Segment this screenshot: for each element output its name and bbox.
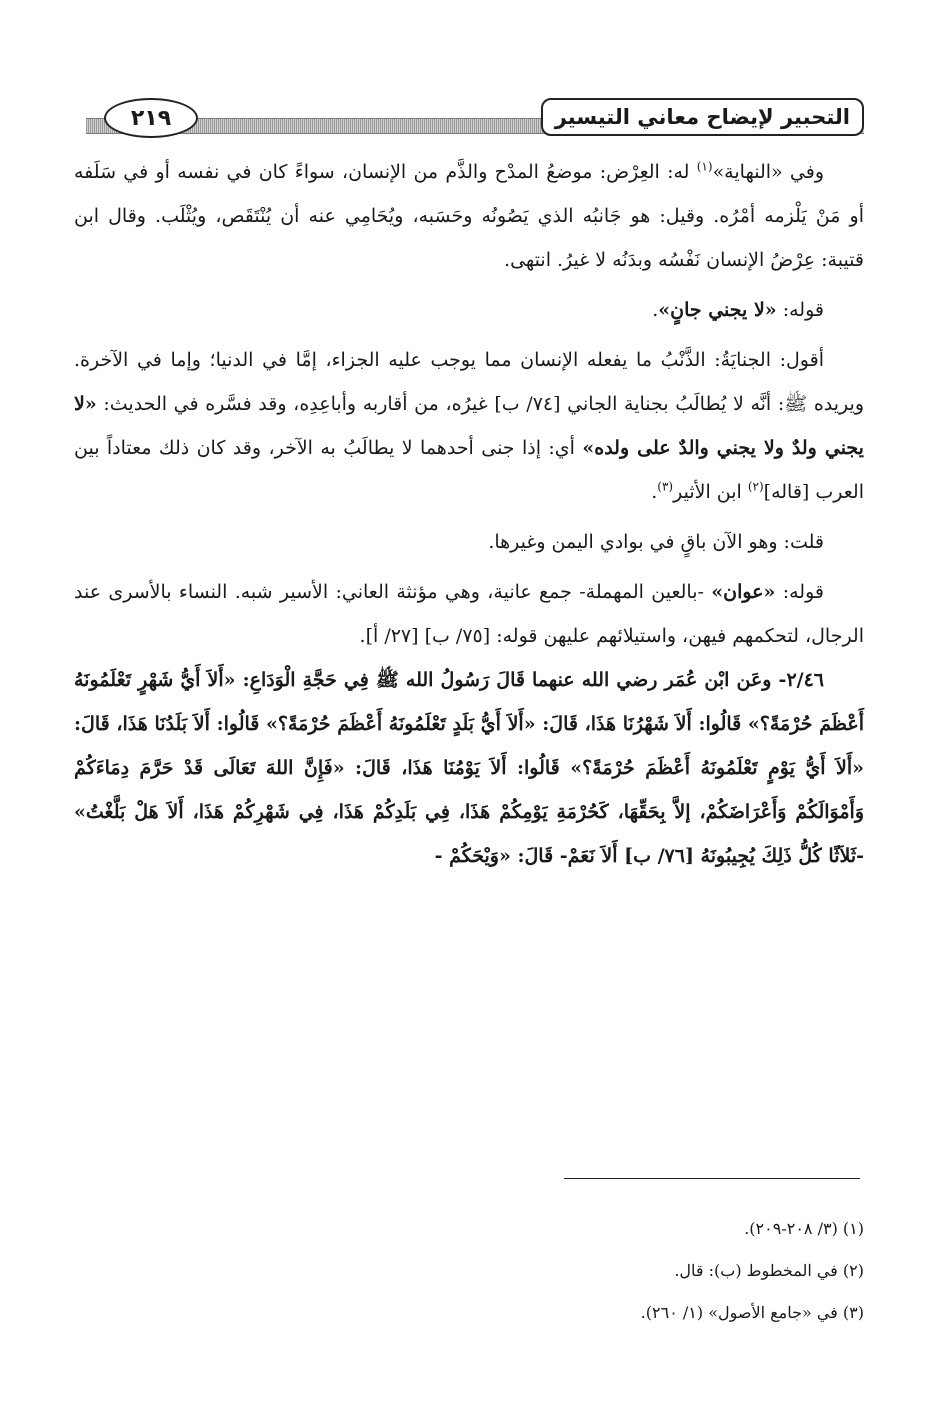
paragraph-2 — [74, 288, 864, 332]
footnotes — [74, 1208, 864, 1334]
main-text — [74, 150, 864, 878]
paragraph-3 — [74, 338, 864, 514]
footnote-1: (١) (٣/ ٢٠٨-٢٠٩). — [744, 1219, 864, 1238]
text-run: قوله: — [775, 581, 824, 603]
quoted-phrase: «لا يجني ولدٌ ولا يجني والدٌ على ولده» — [74, 393, 864, 459]
footnote-3: (٣) في «جامع الأصول» (١/ ٢٦٠). — [640, 1303, 864, 1322]
text-run: أقول: الجنايَةُ: الذَّنْبُ ما يفعله الإنسان مما يوجب عليه الجزاء، إمَّا في الدنيا؛ وإما في الآخرة. ويريده ﷺ: أنَّه لا يُطالَبُ بجناية الجاني [٧٤/ ب] غيرُه، من أقاربه وأباعِدِه، وقد فسَّره في الحديث: — [74, 349, 864, 415]
text-run: . — [651, 481, 658, 503]
quoted-phrase: «لا يجني جانٍ» — [658, 299, 777, 321]
paragraph-4: قلت: وهو الآن باقٍ في بوادي اليمن وغيرها. — [488, 531, 824, 553]
text-run: وفي «النهاية» — [712, 161, 825, 183]
book-title: التحبير لإيضاح معاني التيسير — [541, 98, 864, 136]
footnote-divider — [564, 1178, 860, 1179]
text-run: ابن الأثير — [673, 481, 748, 503]
text-run: -بالعين المهملة- جمع عانية، وهي مؤنثة العاني: الأسير شبه. النساء بالأسرى عند الرجال، لتحكمهم فيهن، واستيلائهم عليهن قوله: [٧٥/ ب] [٢٧/ أ]. — [74, 581, 864, 647]
paragraph-1 — [74, 150, 864, 282]
footnote-ref-2: (٢) — [747, 479, 764, 494]
text-run: له: العِرْض: موضعُ المدْح والذَّم من الإنسان، سواءً كان في نفسه أو في سَلَفه أو مَنْ يَلْزمه أمْرُه. وقيل: هو جَانبُه الذي يَصُونُه وحَسَبه، ويُحَامِي عنه أن يُنْتَقَص، ويُثْلَب. وقال ابن قتيبة: عِرْضُ الإنسان نَفْسُه وبدَنُه لا غيرُ. انتهى. — [74, 161, 864, 271]
paragraph-5 — [74, 570, 864, 658]
quoted-phrase: «عوان» — [711, 581, 776, 603]
text-run: . — [652, 299, 659, 321]
footnote-ref-1: (١) — [696, 159, 713, 174]
footnote-ref-3: (٣) — [657, 479, 674, 494]
running-header — [86, 94, 864, 144]
footnote-2: (٢) في المخطوط (ب): قال. — [674, 1261, 864, 1280]
text-run: قوله: — [776, 299, 824, 321]
hadith-text: ٢/٤٦- وعَن ابْن عُمَر رضي الله عنهما قَالَ رَسُولُ الله ﷺ فِي حَجَّةِ الْوَدَاعِ: «أَلاَ أَيُّ شَهْرٍ تَعْلَمُونَهُ أَعْظَمَ حُرْمَةً؟» قَالُوا: أَلاَ شَهْرُنَا هَذَا، قَالَ: «أَلاَ أَيُّ بَلَدٍ تَعْلَمُونَهُ أَعْظَمَ حُرْمَةً؟» قَالُوا: أَلاَ بَلَدُنَا هَذَا، قَالَ: «أَلاَ أَيُّ يَوْمٍ تَعْلَمُونَهُ أَعْظَمَ حُرْمَةً؟» قَالُوا: أَلاَ يَوْمُنَا هَذَا، قَالَ: «فَإِنَّ اللهَ تَعَالَى قَدْ حَرَّمَ دِمَاءَكُمْ وَأَمْوَالَكُمْ وَأَعْرَاضَكُمْ، إلاَّ بِحَقِّهَا، كَحُرْمَةِ يَوْمِكُمْ هَذَا، فِي بَلَدِكُمْ هَذَا، فِي شَهْرِكُمْ هَذَا، أَلاَ هَلْ بَلَّغْتُ» -ثَلاَثًا كُلُّ ذَلِكَ يُجِيبُونَهُ [٧٦/ ب] أَلاَ نَعَمْ- قَالَ: «وَيْحَكُمْ - — [74, 669, 864, 867]
page-number: ٢١٩ — [104, 98, 198, 138]
text-run: أي: إذا جنى أحدهما لا يطالَبُ به الآخر، وقد كان ذلك معتاداً بين العرب [قاله] — [74, 437, 864, 503]
